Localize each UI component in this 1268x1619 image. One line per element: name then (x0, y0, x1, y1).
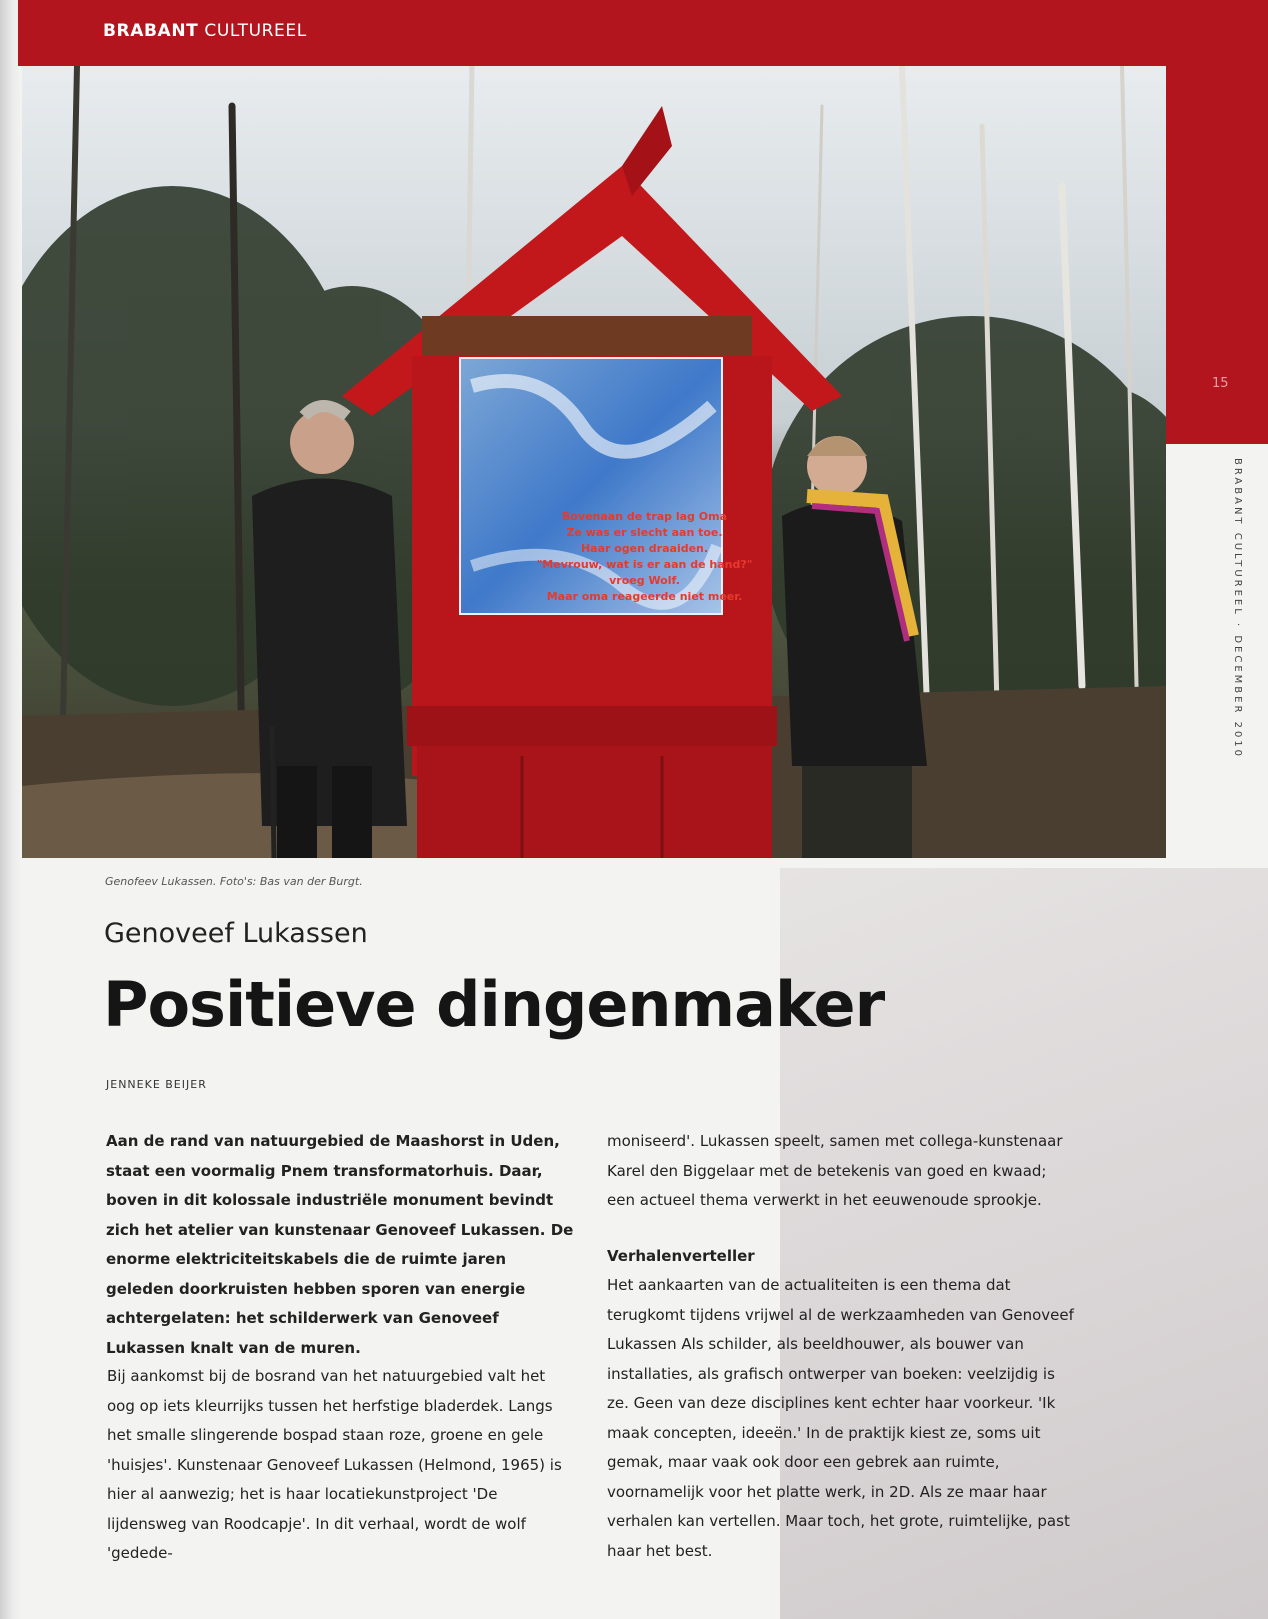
poem-line: vroeg Wolf. (609, 574, 680, 587)
section-label: BRABANT CULTUREEL (103, 21, 307, 41)
painting-poem (522, 509, 767, 605)
body-paragraph-right-1: moniseerd'. Lukassen speelt, samen met collega-kunstenaar Karel den Biggelaar met de betekenis van goed en kwaad; een actueel thema verwerkt in het eeuwenoude sprookje. (607, 1132, 1063, 1209)
lead-paragraph: Aan de rand van natuurgebied de Maashorst in Uden, staat een voormalig Pnem transformatorhuis. Daar, boven in dit kolossale industriële monument bevindt zich het atelier van kunstenaar Genoveef Lukassen. De enorme elektriciteitskabels die de ruimte jaren geleden doorkruisten hebben sporen van energie achtergelaten: het schilderwerk van Genoveef Lukassen knalt van de muren. (106, 1132, 574, 1357)
poem-line: "Mevrouw, wat is er aan de hand?" (536, 558, 753, 571)
right-column (607, 1127, 1077, 1566)
photo-illustration (22, 66, 1166, 858)
body-paragraph-right-2: Het aankaarten van de actualiteiten is een thema dat terugkomt tijdens vrijwel al de werkzaamheden van Genoveef Lukassen Als schilder, als beeldhouwer, als bouwer van installaties, als grafisch ontwerper van boeken: veelzijdig is ze. Geen van deze disciplines kent echter haar voorkeur. 'Ik maak concepten, ideeën.' In de praktijk kiest ze, soms uit gemak, maar vaak ook door een gebrek aan ruimte, voornamelijk voor het platte werk, in 2D. Als ze maar haar verhalen kan vertellen. Maar toch, het grote, ruimtelijke, past haar het best. (607, 1276, 1074, 1560)
section-subheading: Verhalenverteller (607, 1246, 755, 1265)
poem-line: Ze was er slecht aan toe. (566, 526, 723, 539)
body-paragraph-left: Bij aankomst bij de bosrand van het natuurgebied valt het oog op iets kleurrijks tussen het herfstige bladerdek. Langs het smalle slingerende bospad staan roze, groene en gele 'huisjes'. Kunstenaar Genoveef Lukassen (Helmond, 1965) is hier al aanwezig; het is haar locatiekunstproject 'De lijdensweg van Roodcapje'. In dit verhaal, wordt de wolf 'gedede- (107, 1367, 562, 1562)
article-headline: Positieve dingenmaker (103, 968, 885, 1041)
poem-line: Maar oma reageerde niet meer. (546, 590, 743, 603)
article-kicker: Genoveef Lukassen (104, 918, 368, 949)
page-number: 15 (1212, 376, 1229, 391)
vertical-issue-label: BRABANT CULTUREEL · DECEMBER 2010 (1232, 458, 1243, 760)
poem-line: Bovenaan de trap lag Oma (561, 510, 728, 523)
poem-line: Haar ogen draaiden. (580, 542, 709, 555)
photo-caption: Genofeev Lukassen. Foto's: Bas van der Burgt. (105, 875, 363, 888)
article-photo (22, 66, 1166, 858)
article-byline: JENNEKE BEIJER (106, 1078, 207, 1091)
page-spine-shadow (0, 0, 22, 1619)
